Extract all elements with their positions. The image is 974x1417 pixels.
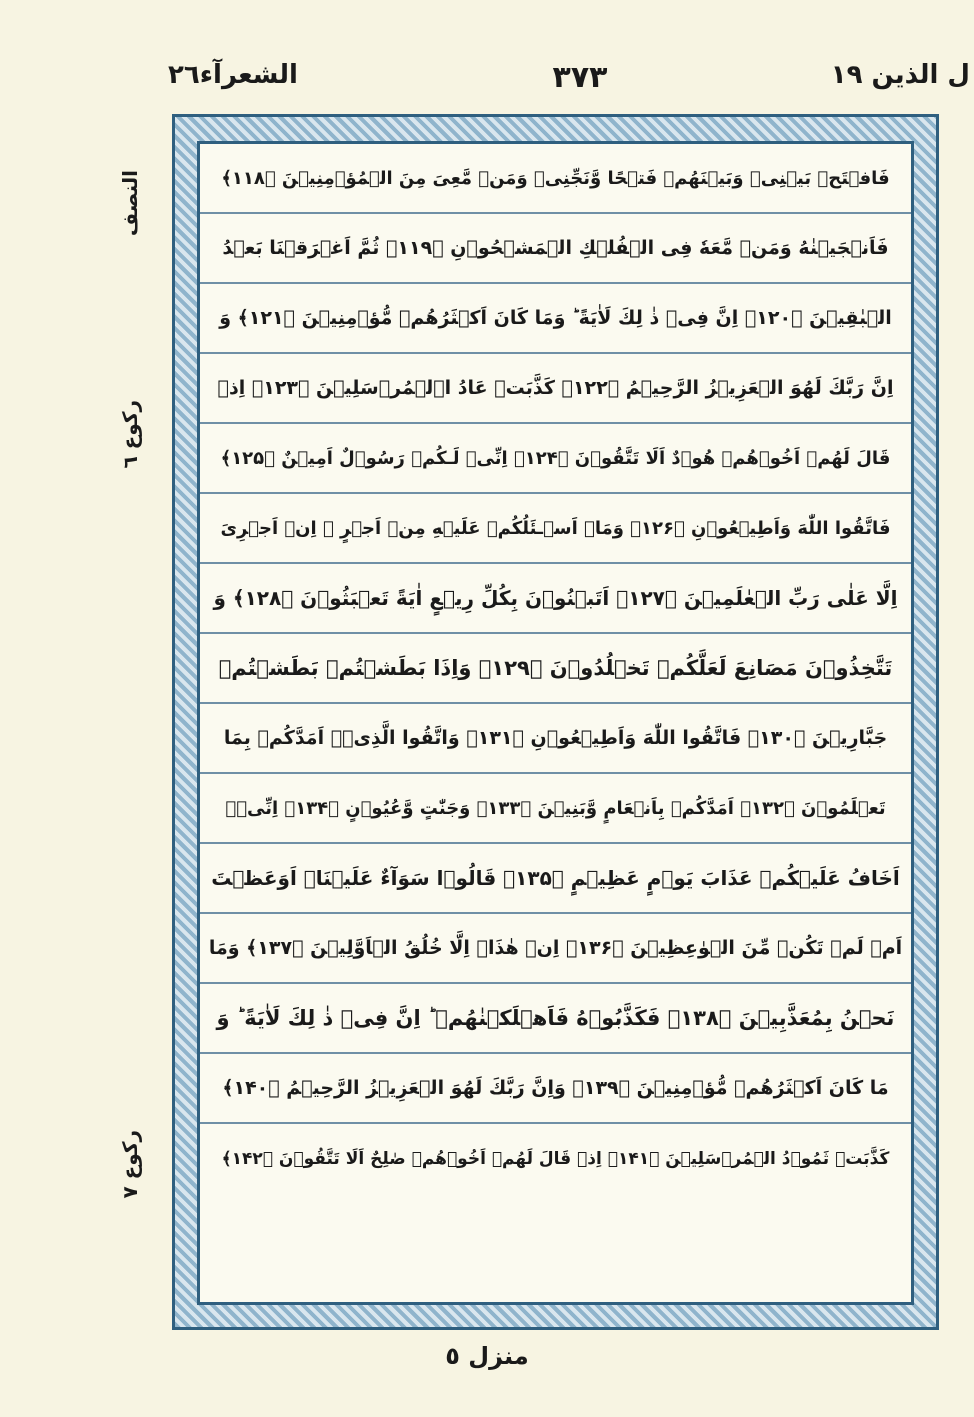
text-line <box>200 1054 911 1124</box>
line-text: الۡبٰقِيۡنَ ﴿۱۲۰﴾ اِنَّ فِىۡ ذٰ لِكَ لَاٰيَةً ‌ؕ وَمَا كَانَ اَكۡثَرُهُمۡ مُّؤۡمِنِيۡنَ ﴿۱۲۱﴾ وَ <box>219 307 892 329</box>
line-text: نَحۡنُ بِمُعَذَّبِيۡنَ ﴿۱۳۸﴾ فَكَذَّبُوۡهُ فَاَهۡلَكۡنٰهُمۡ‌ ؕ اِنَّ فِىۡ ذٰ لِكَ لَاٰيَةً‌ ؕ وَ <box>216 1006 895 1030</box>
manzil-footer: منزل ٥ <box>445 1342 529 1370</box>
line-text: مَا كَانَ اَكۡثَرُهُمۡ مُّؤۡمِنِيۡنَ ﴿۱۳۹﴾ وَاِنَّ رَبَّكَ لَهُوَ الۡعَزِيۡزُ الرَّحِيۡمُ ﴿۱۴۰﴾ <box>222 1077 889 1099</box>
line-text: فَاَنۡجَيۡنٰهُ وَمَنۡ مَّعَهٗ فِى الۡفُلۡكِ الۡمَشۡحُوۡنِ ﴿۱۱۹﴾ ثُمَّ اَغۡرَقۡنَا بَعۡدُ <box>222 237 889 259</box>
surah-name: الشعرآء٢٦ <box>168 60 298 90</box>
line-text: فَاتَّقُوا اللّٰهَ وَاَطِيۡعُوۡنِ ﴿۱۲۶﴾ وَمَاۤ اَسۡـئَلُكُمۡ عَلَيۡهِ مِنۡ اَجۡرٍ‌ ۚ اِنۡ اَجۡرِىَ <box>220 517 891 539</box>
line-text: تَعۡلَمُوۡنَ ﴿۱۳۲﴾ اَمَدَّكُمۡ بِاَنۡعَامٍ وَّبَنِيۡنَ ﴿۱۳۳﴾ وَجَنّٰتٍ وَّعُيُوۡنٍ ﴿۱۳۴﴾ اِنِّىۡۤ <box>225 797 886 819</box>
text-line <box>200 284 911 354</box>
text-line <box>200 354 911 424</box>
text-line <box>200 1124 911 1192</box>
text-area <box>197 141 914 1305</box>
text-line <box>200 424 911 494</box>
line-text: اَمۡ لَمۡ تَكُنۡ مِّنَ الۡوٰعِظِيۡنَ ﴿۱۳۶﴾ اِنۡ هٰذَاۤ اِلَّا خُلُقُ الۡاَوَّلِيۡنَ ﴿۱۳۷﴾ وَمَا <box>208 937 903 959</box>
text-line <box>200 704 911 774</box>
line-text: اَخَافُ عَلَيۡكُمۡ عَذَابَ يَوۡمٍ عَظِيۡمٍ ﴿۱۳۵﴾ قَالُوۡا سَوَآءٌ عَلَيۡنَاۤ اَوَعَظۡتَ <box>211 866 900 890</box>
para-name: ل الذين ١٩ <box>830 60 970 90</box>
margin-note-ruku-mid: ركوع ٦ <box>118 400 142 469</box>
text-line <box>200 214 911 284</box>
margin-note-top: النصف <box>118 170 142 237</box>
page-header <box>0 60 974 100</box>
line-text: اِنَّ رَبَّكَ لَهُوَ الۡعَزِيۡزُ الرَّحِيۡمُ ﴿۱۲۲﴾ كَذَّبَتۡ عَادُ اۨلۡمُرۡسَلِيۡنَ ﴿۱۲۳﴾ اِذۡ <box>217 377 894 399</box>
line-text: قَالَ لَهُمۡ اَخُوۡهُمۡ هُوۡدٌ اَلَا تَتَّقُوۡنَ ﴿۱۲۴﴾ اِنِّىۡ لَـكُمۡ رَسُوۡلٌ اَمِيۡنٌ ﴿۱۲۵﴾ <box>220 447 891 469</box>
text-line <box>200 634 911 704</box>
line-text: اِلَّا عَلٰى رَبِّ الۡعٰلَمِيۡنَ ﴿۱۲۷﴾ اَتَبۡنُوۡنَ بِكُلِّ رِيۡعٍ اٰيَةً تَعۡبَثُوۡنَ ﴿۱۲۸﴾ وَ <box>213 586 898 610</box>
text-line <box>200 564 911 634</box>
text-line <box>200 774 911 844</box>
page-number: ٣٧٣ <box>552 60 608 95</box>
ornamental-frame <box>172 114 939 1330</box>
text-line <box>200 984 911 1054</box>
line-text: كَذَّبَتۡ ثَمُوۡدُ الۡمُرۡسَلِيۡنَ ﴿۱۴۱﴾ اِذۡ قَالَ لَهُمۡ اَخُوۡهُمۡ صٰلِحٌ اَلَا تَتَّقُوۡنَ ﴿۱۴۲﴾ <box>221 1148 890 1169</box>
text-line <box>200 144 911 214</box>
text-line <box>200 494 911 564</box>
text-line <box>200 844 911 914</box>
line-text: جَبَّارِيۡنَ ﴿۱۳۰﴾ فَاتَّقُوا اللّٰهَ وَاَطِيۡعُوۡنِ ﴿۱۳۱﴾ وَاتَّقُوا الَّذِىۡۤ اَمَدَّكُمۡ بِمَا <box>223 727 888 749</box>
margin-note-ruku-bottom: ركوع ٧ <box>118 1130 142 1199</box>
text-line <box>200 914 911 984</box>
line-text: تَتَّخِذُوۡنَ مَصَانِعَ لَعَلَّكُمۡ تَخۡلُدُوۡنَ ﴿۱۲۹﴾ وَاِذَا بَطَشۡتُمۡ بَطَشۡتُمۡ <box>218 656 893 680</box>
line-text: فَافۡتَحۡ بَيۡنِىۡ وَبَيۡنَهُمۡ فَتۡحًا وَّنَجِّنِىۡ وَمَنۡ مَّعِىَ مِنَ الۡمُؤۡمِنِيۡنَ ﴿۱۱۸﴾ <box>221 167 890 189</box>
